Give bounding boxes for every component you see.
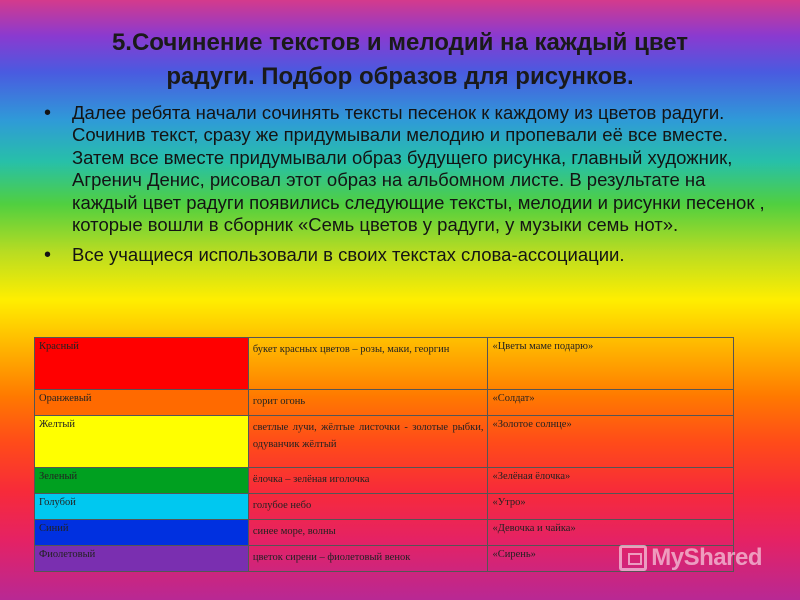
association-cell: ёлочка – зелёная иголочка <box>248 468 488 494</box>
table-row <box>35 520 734 546</box>
color-name-cell: Фиолетовый <box>35 546 249 572</box>
color-name-cell: Синий <box>35 520 249 546</box>
watermark <box>619 544 762 572</box>
association-cell: голубое небо <box>248 494 488 520</box>
song-title-cell: «Цветы маме подарю» <box>488 338 734 390</box>
bullet-item: • Все учащиеся использовали в своих текстах слова-ассоциации. <box>44 244 772 266</box>
song-title-cell: «Золотое солнце» <box>488 416 734 468</box>
watermark-text: MyShared <box>651 544 762 571</box>
association-cell: светлые лучи, жёлтые листочки - золотые рыбки, одуванчик жёлтый <box>248 416 488 468</box>
song-title-cell: «Утро» <box>488 494 734 520</box>
table-row <box>35 494 734 520</box>
rainbow-songs-table <box>34 337 734 572</box>
bullet-list <box>44 102 772 275</box>
table-row <box>35 416 734 468</box>
slide-title-line-2: радуги. Подбор образов для рисунков. <box>166 63 634 90</box>
table-row <box>35 468 734 494</box>
color-name-cell: Красный <box>35 338 249 390</box>
song-title-cell: «Сирень» <box>488 546 734 572</box>
association-cell: цветок сирени – фиолетовый венок <box>248 546 488 572</box>
song-title-cell: «Зелёная ёлочка» <box>488 468 734 494</box>
association-cell: букет красных цветов – розы, маки, георгин <box>248 338 488 390</box>
presentation-board-icon <box>619 545 647 571</box>
color-name-cell: Желтый <box>35 416 249 468</box>
association-cell: синее море, волны <box>248 520 488 546</box>
table-row <box>35 338 734 390</box>
color-name-cell: Зеленый <box>35 468 249 494</box>
bullet-item: • Далее ребята начали сочинять тексты песенок к каждому из цветов радуги. Сочинив текст, сразу же придумывали мелодию и пропевали её все вместе. Затем все вместе придумывали образ будущего рисунка, главный художник, Агренич Денис, рисовал этот образ на альбомном листе. В результате на каждый цвет радуги появились следующие тексты, мелодии и рисунки песенок , которые вошли в сборник «Семь цветов у радуги, у музыки семь нот». <box>44 102 772 236</box>
song-title-cell: «Девочка и чайка» <box>488 520 734 546</box>
slide-title <box>40 26 760 94</box>
song-title-cell: «Солдат» <box>488 390 734 416</box>
color-name-cell: Голубой <box>35 494 249 520</box>
color-name-cell: Оранжевый <box>35 390 249 416</box>
table-row <box>35 390 734 416</box>
slide-title-line-1: 5.Сочинение текстов и мелодий на каждый цвет <box>111 29 689 56</box>
association-cell: горит огонь <box>248 390 488 416</box>
